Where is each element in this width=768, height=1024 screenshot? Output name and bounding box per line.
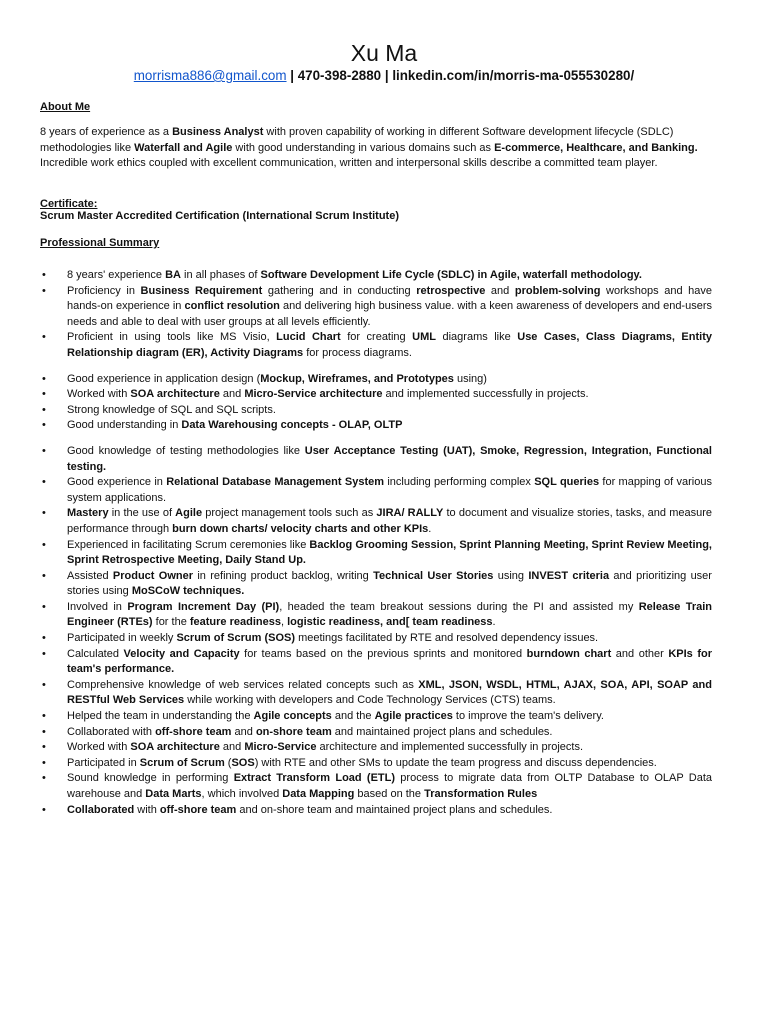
text-run: Proficient in using tools like MS Visio, xyxy=(67,331,277,344)
text-run: in all phases of xyxy=(181,269,261,281)
bold-text: XML, JSON, WSDL, HTML, AJAX, SOA, API, SOAP and RESTful Web Services xyxy=(67,678,712,707)
bullet-icon: • xyxy=(42,710,46,723)
bullet-icon: • xyxy=(42,403,46,416)
summary-item xyxy=(0,740,768,756)
text-run: gathering and in conducting xyxy=(262,284,417,297)
bold-text: Program Increment Day (PI) xyxy=(127,600,280,613)
text-run: , headed the team breakout sessions during the PI and assisted my xyxy=(279,600,639,613)
text-run: Helped the team in understanding the xyxy=(67,710,254,723)
summary-item xyxy=(0,600,768,631)
bold-text: Scrum of Scrum xyxy=(139,756,225,769)
bold-text: Agile xyxy=(175,507,203,520)
text-run: workshops and have hands-on experience in xyxy=(67,284,713,313)
text-run: and delivering high business value. with a keen awareness of developers and end-users needs and able to deal with user groups at all levels efficiently. xyxy=(67,300,712,328)
bold-text: Backlog Grooming Session, Sprint Planning Meeting, Sprint Review Meeting, Sprint Retrospective Meeting, Daily Stand Up. xyxy=(67,538,712,567)
bold-text: SQL queries xyxy=(534,476,600,489)
bold-text: Business Analyst xyxy=(172,126,264,138)
bold-text: on-shore team xyxy=(255,725,332,738)
text-run: for mapping of various system applications. xyxy=(67,476,712,504)
bullet-icon: • xyxy=(42,331,46,344)
summary-item xyxy=(0,372,768,388)
text-run: process to migrate data from OLTP Database to OLAP Data warehouse and xyxy=(67,772,713,800)
text-run: based on the xyxy=(354,788,425,800)
bullet-icon: • xyxy=(42,284,46,297)
bold-text: MoSCoW techniques. xyxy=(131,585,245,598)
bullet-icon: • xyxy=(42,269,46,281)
text-run: Worked with xyxy=(67,741,131,754)
bold-text: burndown chart xyxy=(526,647,612,660)
bold-text: Transformation Rules xyxy=(424,788,538,800)
summary-item xyxy=(0,268,768,284)
bullet-icon: • xyxy=(42,476,46,489)
bullet-icon: • xyxy=(42,388,46,401)
text-run: architecture and implemented successfully in projects. xyxy=(316,741,584,754)
text-run: meetings facilitated by RTE and resolved dependency issues. xyxy=(295,632,599,645)
bold-text: logistic readiness, and[ team readiness xyxy=(287,616,493,629)
summary-item xyxy=(0,631,768,647)
bullet-icon: • xyxy=(42,538,46,551)
text-run: Incredible work ethics coupled with excellent communication, written and interpersonal skills describe a committed team player. xyxy=(40,157,658,170)
bullet-icon: • xyxy=(42,372,46,385)
candidate-name: Xu Ma xyxy=(350,40,418,66)
bullet-icon: • xyxy=(42,419,46,432)
bold-text: Business Requirement xyxy=(140,284,263,297)
text-run: Comprehensive knowledge of web services related concepts such as xyxy=(67,678,419,691)
bullet-icon: • xyxy=(42,507,46,520)
bullet-icon: • xyxy=(42,756,46,769)
text-run: Participated in xyxy=(67,756,140,769)
bold-text: E-commerce, Healthcare, and Banking. xyxy=(494,141,698,154)
bold-text: User Acceptance Testing (UAT), Smoke, Regression, Integration, Functional testing. xyxy=(67,444,712,473)
summary-item xyxy=(0,444,768,475)
about-paragraph xyxy=(40,125,715,172)
text-run: to document and visualize stories, tasks, and measure performance through xyxy=(67,507,712,535)
certificate-value: Scrum Master Accredited Certification (International Scrum Institute) xyxy=(40,210,399,222)
text-run: Proficiency in xyxy=(67,284,141,297)
text-run: to improve the team's delivery. xyxy=(452,710,604,723)
bullet-icon: • xyxy=(42,632,46,645)
bullet-icon: • xyxy=(42,569,46,582)
summary-item xyxy=(0,709,768,725)
bold-text: BA xyxy=(165,269,181,281)
separator: | xyxy=(286,68,298,83)
text-run: in the use of xyxy=(108,507,176,520)
text-run: ( xyxy=(224,756,232,769)
bullet-icon: • xyxy=(42,741,46,754)
bullet-icon: • xyxy=(42,725,46,738)
text-run: , xyxy=(280,616,288,629)
bold-text: SOS xyxy=(231,756,255,769)
text-run: for the xyxy=(152,616,190,629)
bold-text: Micro-Service xyxy=(244,741,317,754)
bold-text: off-shore team xyxy=(159,803,237,816)
summary-heading: Professional Summary xyxy=(40,237,160,249)
separator: | xyxy=(381,68,393,83)
text-run: Good experience in application design ( xyxy=(67,372,261,385)
text-run: in refining product backlog, writing xyxy=(193,569,374,582)
bold-text: Data Mapping xyxy=(282,788,355,800)
text-run: using) xyxy=(453,372,487,385)
bullet-icon: • xyxy=(42,772,46,785)
text-run: and other xyxy=(611,647,669,660)
text-run: and maintained project plans and schedules. xyxy=(331,725,553,738)
bold-text: JIRA/ RALLY xyxy=(376,507,444,520)
bold-text: Waterfall and Agile xyxy=(134,141,233,154)
bold-text: Collaborated xyxy=(67,803,135,816)
text-run: and xyxy=(219,388,245,401)
bullet-icon: • xyxy=(42,647,46,660)
text-run: Good knowledge of testing methodologies like xyxy=(67,444,305,457)
bold-text: KPIs for team's performance. xyxy=(67,647,712,676)
text-run: for teams based on the previous sprints and monitored xyxy=(239,647,527,660)
text-run: and xyxy=(485,284,515,297)
summary-item xyxy=(0,771,768,802)
bold-text: Technical User Stories xyxy=(373,569,494,582)
text-run: and the xyxy=(331,710,375,723)
bold-text: Product Owner xyxy=(112,569,194,582)
bold-text: INVEST criteria xyxy=(528,569,610,582)
certificate-heading: Certificate: xyxy=(40,198,98,210)
text-run: diagrams like xyxy=(436,331,518,344)
text-run: and on-shore team and maintained project plans and schedules. xyxy=(236,803,553,816)
summary-item xyxy=(0,475,768,506)
text-run: including performing complex xyxy=(384,476,535,489)
bold-text: Relational Database Management System xyxy=(166,476,385,489)
bold-text: problem-solving xyxy=(514,284,601,297)
text-run: Good experience in xyxy=(67,476,167,489)
summary-item xyxy=(0,387,768,403)
bold-text: retrospective xyxy=(416,284,486,297)
summary-item xyxy=(0,725,768,741)
summary-item xyxy=(0,756,768,772)
bold-text: Lucid Chart xyxy=(276,331,341,344)
text-run: Good understanding in xyxy=(67,419,182,432)
bold-text: Use Cases, Class Diagrams, Entity Relationship diagram (ER), Activity Diagrams xyxy=(67,331,712,359)
bold-text: Agile practices xyxy=(374,710,453,723)
phone-number: 470-398-2880 xyxy=(297,68,382,83)
bullet-icon: • xyxy=(42,444,46,457)
text-run: for process diagrams. xyxy=(303,346,412,359)
bold-text: Data Marts xyxy=(145,788,202,800)
text-run: while working with developers and Code Technology Services (CTS) teams. xyxy=(184,694,556,707)
text-run: with good understanding in various domains such as xyxy=(232,141,495,154)
bold-text: Mastery xyxy=(67,507,109,520)
bold-text: SOA architecture xyxy=(130,741,220,754)
text-run: Sound knowledge in performing xyxy=(67,772,234,785)
text-run: project management tools such as xyxy=(202,507,377,520)
bold-text: Mockup, Wireframes, and Prototypes xyxy=(260,372,454,385)
text-run: with proven capability of working in different Software development lifecycle (SDLC) methodologies like xyxy=(40,126,674,154)
bold-text: feature readiness xyxy=(189,616,281,629)
bold-text: Extract Transform Load (ETL) xyxy=(233,772,396,785)
email-link[interactable]: morrisma886@gmail.com xyxy=(133,68,287,83)
text-run: Collaborated with xyxy=(67,725,156,738)
text-run: Assisted xyxy=(67,569,113,582)
text-run: with xyxy=(134,803,160,816)
bold-text: UML xyxy=(412,331,436,344)
text-run: and xyxy=(219,741,245,754)
text-run: ) with RTE and other SMs to update the team progress and discuss dependencies. xyxy=(254,756,657,769)
summary-item xyxy=(0,506,768,537)
text-run: Involved in xyxy=(67,600,128,613)
text-run: and prioritizing user stories using xyxy=(67,569,712,598)
bold-text: conflict resolution xyxy=(184,300,280,313)
bullet-icon: • xyxy=(42,803,46,816)
bold-text: Scrum of Scrum (SOS) xyxy=(176,632,296,645)
summary-item xyxy=(0,569,768,600)
bold-text: SOA architecture xyxy=(130,388,220,401)
bold-text: Velocity and Capacity xyxy=(123,647,240,660)
text-run: using xyxy=(493,569,529,582)
text-run: 8 years' experience xyxy=(67,269,166,281)
summary-item xyxy=(0,678,768,709)
text-run: Strong knowledge of SQL and SQL scripts. xyxy=(67,403,276,416)
contact-line xyxy=(0,68,768,84)
text-run: . xyxy=(492,616,496,629)
summary-list xyxy=(0,268,768,818)
summary-item xyxy=(0,647,768,678)
summary-item xyxy=(0,330,768,361)
text-run: and implemented successfully in projects. xyxy=(382,388,589,401)
linkedin-url: linkedin.com/in/morris-ma-055530280/ xyxy=(392,68,635,83)
text-run: for creating xyxy=(340,331,413,344)
bold-text: off-shore team xyxy=(155,725,232,738)
text-run: Experienced in facilitating Scrum ceremonies like xyxy=(67,538,310,551)
text-run: Calculated xyxy=(67,647,124,660)
bullet-icon: • xyxy=(42,678,46,691)
text-run: , which involved xyxy=(201,788,283,800)
bullet-icon: • xyxy=(42,600,46,613)
bold-text: Micro-Service architecture xyxy=(244,388,383,401)
about-heading: About Me xyxy=(40,101,91,113)
summary-item xyxy=(0,284,768,331)
text-run: 8 years of experience as a xyxy=(40,126,173,138)
bold-text: Software Development Life Cycle (SDLC) in Agile, waterfall methodology. xyxy=(260,269,642,281)
bold-text: Release Train Engineer (RTEs) xyxy=(67,600,713,629)
bold-text: burn down charts/ velocity charts and other KPIs xyxy=(172,522,429,535)
summary-item xyxy=(0,803,768,819)
bold-text: Agile concepts xyxy=(253,710,332,723)
text-run: Participated in weekly xyxy=(67,632,177,645)
text-run: Worked with xyxy=(67,388,131,401)
text-run: . xyxy=(428,522,432,535)
summary-item xyxy=(0,538,768,569)
text-run: and xyxy=(231,725,256,738)
summary-item xyxy=(0,403,768,419)
bold-text: Data Warehousing concepts - OLAP, OLTP xyxy=(181,419,403,432)
summary-item xyxy=(0,418,768,434)
